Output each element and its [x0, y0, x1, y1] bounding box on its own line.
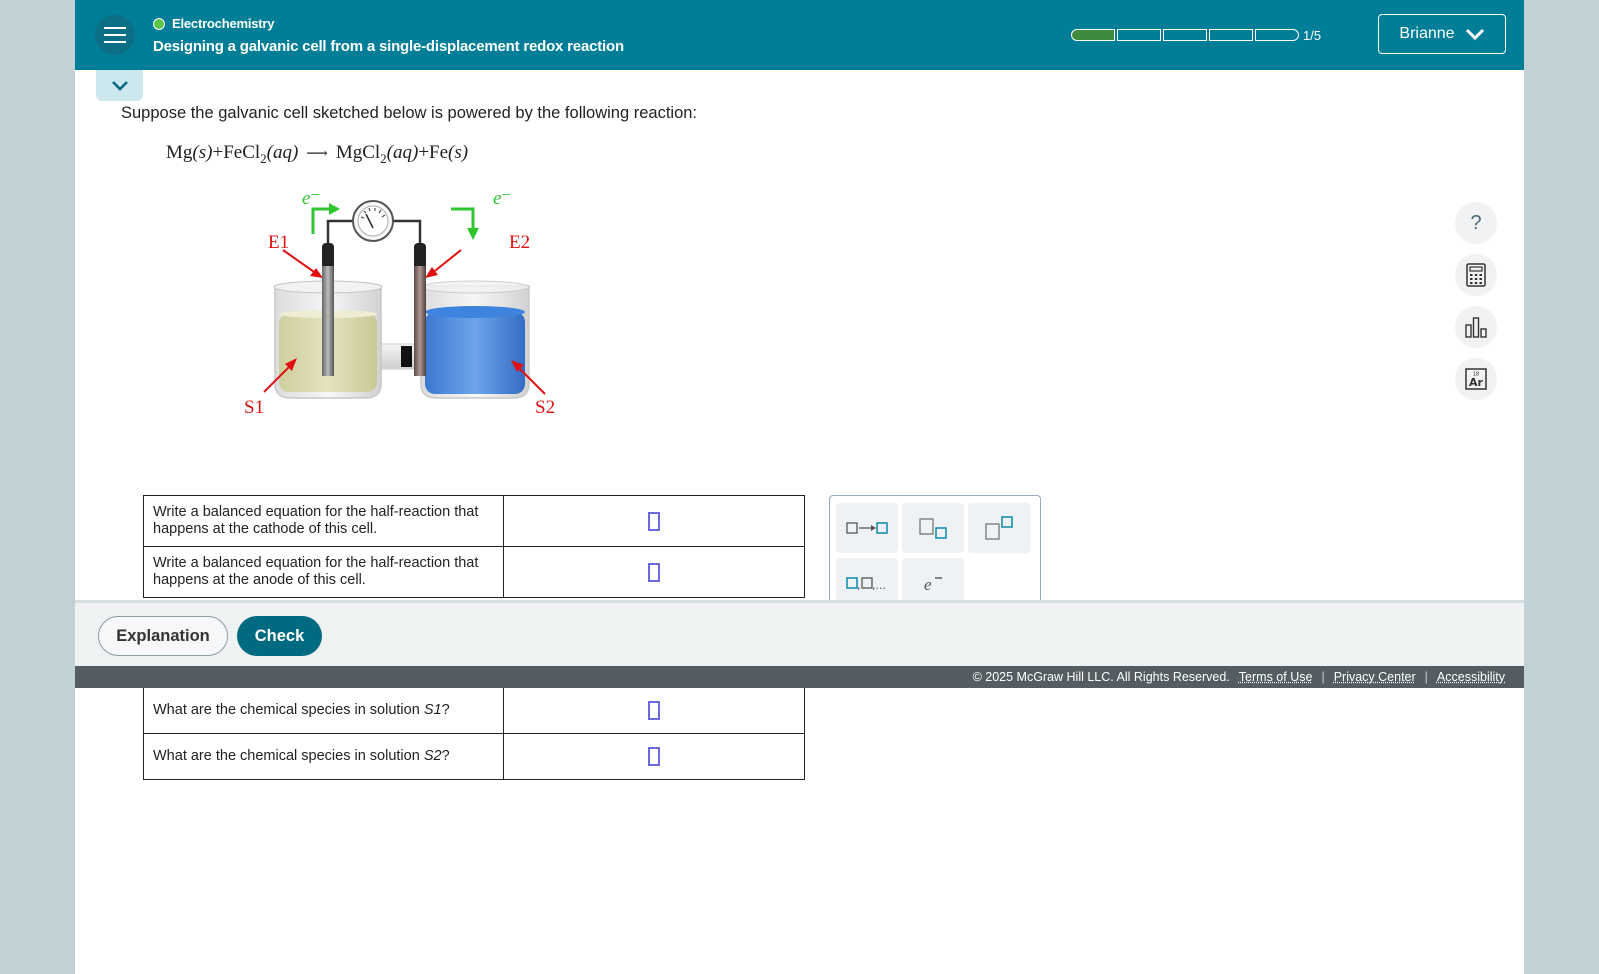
- hamburger-icon: [104, 27, 126, 43]
- state-solid: (s): [192, 142, 213, 163]
- bar-chart-icon: [1464, 315, 1488, 339]
- header: [75, 0, 1524, 70]
- calculator-button[interactable]: [1455, 254, 1497, 296]
- answer-input-cathode[interactable]: [648, 512, 660, 531]
- electron-label-right: e⁻: [493, 188, 512, 209]
- beaker-right: [421, 281, 529, 398]
- progress-label: 1/5: [1303, 28, 1322, 43]
- progress-segment: [1209, 29, 1253, 41]
- user-menu-button[interactable]: [1378, 14, 1506, 54]
- list-dots-label: ,...: [872, 579, 886, 592]
- reaction-arrow-icon: [845, 520, 889, 536]
- topic-status-dot: [153, 18, 165, 30]
- question-species-s1: [144, 688, 504, 733]
- reaction-arrow-icon: ⟶: [306, 146, 328, 162]
- help-button[interactable]: [1455, 202, 1497, 244]
- subscript-2: 2: [260, 151, 267, 166]
- reaction-equation: [166, 142, 468, 167]
- atomic-number: 18: [1472, 371, 1480, 378]
- question-anode: Write a balanced equation for the half-reaction that happens at the anode of this cell.: [144, 547, 504, 598]
- galvanic-cell-diagram: [165, 186, 556, 426]
- reactant-mg: Mg: [166, 142, 193, 163]
- product-fe: Fe: [429, 142, 449, 163]
- state-aqueous: (aq): [266, 142, 299, 163]
- question-species-s2: [144, 733, 504, 779]
- answer-cell-cathode: [503, 496, 805, 547]
- terms-of-use-link[interactable]: Terms of Use: [1238, 670, 1313, 684]
- pointer-arrow-e1: [283, 250, 317, 274]
- electrode-label-e2: E2: [509, 232, 531, 253]
- reactant-fecl2: FeCl: [223, 142, 261, 163]
- electrode-label-e1: E1: [268, 232, 290, 253]
- answer-cell-anode: [503, 547, 805, 598]
- copyright-text: © 2025 McGraw Hill LLC. All Rights Reserved.: [972, 670, 1230, 684]
- answer-cell-s1: [503, 688, 805, 733]
- element-symbol: Ar: [1469, 376, 1483, 389]
- calculator-icon: [1465, 263, 1487, 287]
- question-table-lower: [143, 688, 805, 780]
- state-aqueous: (aq): [386, 142, 419, 163]
- question-mark: ?: [441, 748, 450, 764]
- answer-input-s1[interactable]: [648, 701, 660, 720]
- svg-text:,: ,: [857, 579, 861, 592]
- progress-segment: [1117, 29, 1161, 41]
- electrode-left: [322, 243, 334, 376]
- table-row: [144, 496, 805, 547]
- menu-button[interactable]: [95, 15, 135, 55]
- question-cathode: Write a balanced equation for the half-reaction that happens at the cathode of this cell.: [144, 496, 504, 547]
- state-solid: (s): [448, 142, 469, 163]
- periodic-table-icon: [1464, 367, 1488, 391]
- app-window: [75, 0, 1524, 974]
- topic-row: [153, 16, 274, 31]
- answer-cell-s2: [503, 733, 805, 779]
- explanation-button[interactable]: Explanation: [98, 616, 228, 656]
- question-text: What are the chemical species in solution: [153, 702, 424, 719]
- table-row: [144, 688, 805, 733]
- chem-input-palette: [829, 495, 1041, 605]
- superscript-button[interactable]: [968, 503, 1030, 553]
- question-text: What are the chemical species in solution: [153, 748, 424, 764]
- question-mark: ?: [441, 702, 450, 719]
- accessibility-link[interactable]: Accessibility: [1436, 670, 1505, 684]
- check-button[interactable]: Check: [237, 616, 322, 656]
- electron-label-left: e⁻: [302, 188, 321, 209]
- subscript-button[interactable]: [902, 503, 964, 553]
- action-bar: [75, 600, 1524, 666]
- progress-bar: [1071, 29, 1299, 41]
- plus-sign: +: [212, 142, 224, 163]
- table-row: [144, 547, 805, 598]
- pointer-arrow-e2: [431, 250, 461, 274]
- electron-flow-arrow-right: [451, 209, 473, 230]
- reaction-arrow-button[interactable]: [836, 503, 898, 553]
- progress-segment: [1071, 29, 1115, 41]
- lesson-title: Designing a galvanic cell from a single-displacement redox reaction: [153, 38, 624, 55]
- question-table: [143, 495, 805, 598]
- chevron-down-icon: [1465, 28, 1485, 40]
- separator: |: [1424, 670, 1428, 684]
- solution-var: S1: [423, 702, 442, 719]
- topic-label: Electrochemistry: [172, 16, 275, 31]
- subscript-icon: [917, 516, 949, 540]
- solution-var: S2: [423, 748, 442, 764]
- chart-button[interactable]: [1455, 306, 1497, 348]
- electrode-right: [414, 243, 426, 376]
- table-row: [144, 733, 805, 779]
- product-mgcl2: MgCl: [335, 142, 381, 163]
- help-icon: ?: [1470, 211, 1482, 234]
- privacy-center-link[interactable]: Privacy Center: [1333, 670, 1416, 684]
- plus-sign: +: [418, 142, 430, 163]
- user-name: Brianne: [1399, 25, 1455, 42]
- periodic-table-button[interactable]: [1455, 358, 1497, 400]
- copyright-bar: [75, 666, 1524, 688]
- progress-segment: [1163, 29, 1207, 41]
- chevron-down-icon: [111, 80, 129, 91]
- subscript-2: 2: [380, 151, 387, 166]
- electron-symbol: e: [924, 575, 932, 594]
- question-prompt: Suppose the galvanic cell sketched below is powered by the following reaction:: [121, 104, 698, 122]
- answer-input-anode[interactable]: [648, 563, 660, 582]
- collapse-header-button[interactable]: [96, 70, 143, 101]
- electron-icon: [921, 573, 945, 593]
- voltmeter: [353, 201, 393, 241]
- answer-input-s2[interactable]: [648, 747, 660, 766]
- solution-label-s2: S2: [535, 397, 556, 418]
- separator: |: [1321, 670, 1325, 684]
- solution-label-s1: S1: [244, 397, 265, 418]
- progress-segment: [1255, 29, 1299, 41]
- superscript-icon: [983, 515, 1015, 541]
- list-icon: [845, 575, 889, 591]
